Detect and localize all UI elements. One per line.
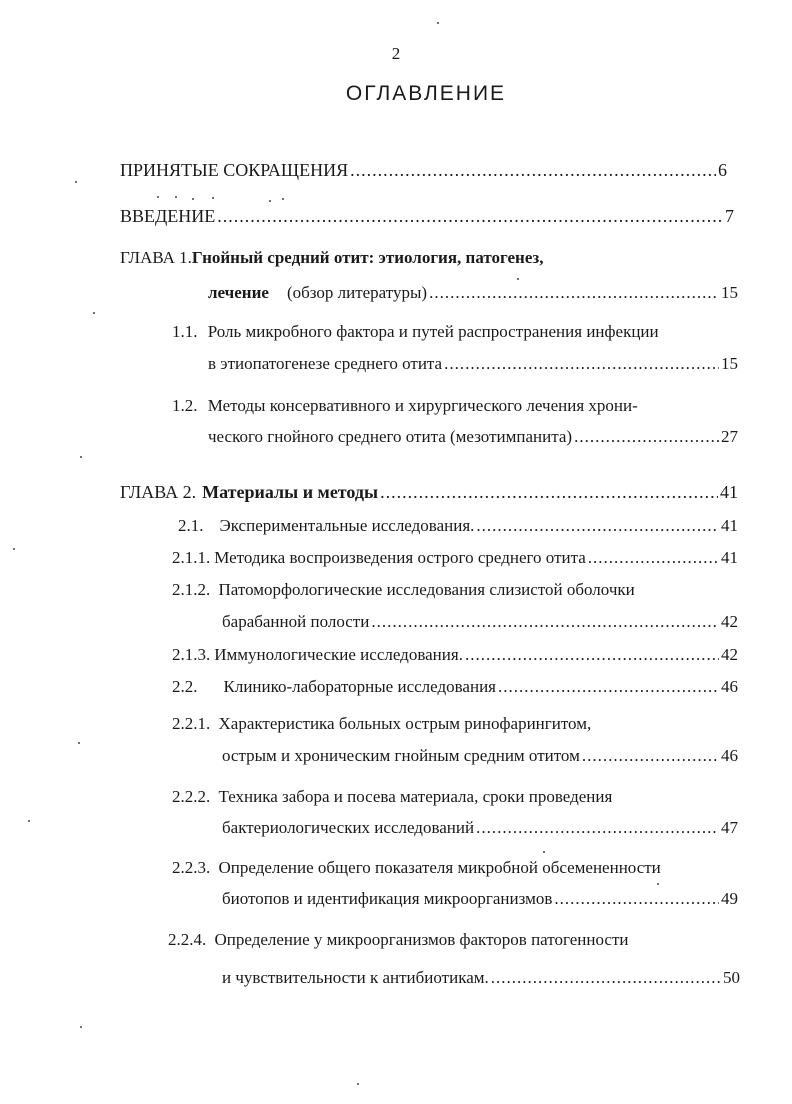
section-title: Экспериментальные исследования. [219,516,475,535]
scan-speck [192,198,194,200]
scan-speck [28,820,30,822]
entry-page: 41 [721,516,738,535]
section-title: Иммунологические исследования. [214,645,463,664]
toc-section-2-1-2-line-2 [222,612,738,632]
dot-leader [217,206,723,226]
section-number: 2.1. [178,516,204,535]
toc-section-2-2-2-line-1 [172,787,612,807]
chapter-subtitle: (обзор литературы) [286,283,428,302]
scan-speck [212,197,214,199]
chapter-title-cont: лечение [208,283,269,302]
entry-page: 7 [725,206,734,226]
scan-speck [80,1026,82,1028]
dot-leader [498,677,719,697]
toc-section-2-2-1-line-1 [172,714,591,734]
dot-leader [476,818,719,838]
section-title: Патоморфологические исследования слизистой оболочки [218,580,635,599]
entry-page: 50 [723,968,740,987]
section-number: 2.2. [172,677,198,696]
toc-section-2-2 [172,677,738,697]
section-title: Методика воспроизведения острого среднего отита [214,548,586,567]
section-title: Техника забора и посева материала, сроки проведения [218,787,613,806]
toc-section-2-1-3 [172,645,738,665]
scan-speck [282,198,284,200]
section-number: 2.1.1. [172,548,211,567]
scan-speck [80,456,82,458]
dot-leader [476,516,719,536]
toc-chapter-1-line-1 [120,248,543,268]
section-title-cont: барабанной полости [222,612,370,631]
toc-section-2-1-2-line-1 [172,580,635,600]
toc-section-1-1-line-2 [208,354,738,374]
dot-leader [582,746,719,766]
section-title: Определение общего показателя микробной обсемененности [218,858,661,877]
toc-entry-introduction [120,206,734,226]
toc-section-2-2-3-line-1 [172,858,661,878]
section-number: 2.2.1. [172,714,211,733]
entry-text: ПРИНЯТЫЕ СОКРАЩЕНИЯ [120,160,349,180]
dot-leader [444,354,719,374]
entry-page: 49 [721,889,738,908]
chapter-title: Гнойный средний отит: этиология, патогенез, [191,248,544,267]
dot-leader [491,968,721,988]
section-number: 2.2.2. [172,787,211,806]
toc-entry-abbreviations [120,160,727,180]
dot-leader [350,160,716,180]
chapter-prefix: ГЛАВА 2. [120,482,197,502]
section-title: Методы консервативного и хирургического лечения хрони- [207,396,638,415]
chapter-prefix: ГЛАВА 1. [120,248,192,267]
section-title: Характеристика больных острым ринофарингитом, [218,714,592,733]
dot-leader [371,612,719,632]
entry-page: 46 [721,677,738,696]
scan-speck [93,312,95,314]
section-title: Роль микробного фактора и путей распространения инфекции [207,322,659,341]
toc-section-1-2-line-2 [208,427,738,447]
dot-leader [574,427,719,447]
entry-page: 15 [721,354,738,373]
scan-speck [543,851,545,853]
scan-speck [517,278,519,280]
entry-page: 42 [721,612,738,631]
section-title-cont: в этиопатогенезе среднего отита [208,354,443,373]
scan-speck [78,742,80,744]
section-title: Определение у микроорганизмов факторов патогенности [214,930,629,949]
entry-page: 15 [721,283,738,302]
section-number: 1.1. [172,322,198,341]
section-title-cont: бактериологических исследований [222,818,475,837]
section-number: 2.1.3. [172,645,211,664]
toc-section-2-2-1-line-2 [222,746,738,766]
section-title-cont: биотопов и идентификация микроорганизмов [222,889,553,908]
toc-section-2-1 [178,516,738,536]
entry-page: 47 [721,818,738,837]
toc-section-2-2-4-line-1 [168,930,628,950]
scan-speck [13,548,15,550]
toc-section-2-2-2-line-2 [222,818,738,838]
entry-page: 41 [721,548,738,567]
scan-speck [657,883,659,885]
dot-leader [588,548,719,568]
scan-speck [175,196,177,198]
entry-page: 6 [718,160,727,180]
entry-page: 41 [720,482,738,502]
scan-speck [357,1083,359,1085]
entry-page: 42 [721,645,738,664]
entry-text: ВВЕДЕНИЕ [120,206,216,226]
page-number: 2 [391,44,401,63]
section-title: Клинико-лабораторные исследования [223,677,496,696]
toc-section-1-1-line-1 [172,322,659,342]
dot-leader [380,482,718,502]
scan-speck [269,200,271,202]
toc-section-2-2-4-line-2 [222,968,740,988]
section-number: 2.2.4. [168,930,207,949]
section-title-cont: ческого гнойного среднего отита (мезотимпанита) [208,427,573,446]
section-number: 2.2.3. [172,858,211,877]
scan-speck [75,181,77,183]
section-title-cont: острым и хроническим гнойным средним отитом [222,746,580,765]
dot-leader [554,889,719,909]
chapter-title: Материалы и методы [202,482,379,502]
section-number: 2.1.2. [172,580,211,599]
toc-chapter-1-line-2 [208,283,738,303]
scan-speck [437,22,439,24]
toc-section-2-2-3-line-2 [222,889,738,909]
dot-leader [429,283,719,303]
section-title-cont: и чувствительности к антибиотикам. [222,968,489,987]
entry-page: 46 [721,746,738,765]
toc-section-1-2-line-1 [172,396,638,416]
entry-page: 27 [721,427,738,446]
scan-speck [157,196,159,198]
toc-section-2-1-1 [172,548,738,568]
section-number: 1.2. [172,396,198,415]
toc-chapter-2 [120,482,738,502]
toc-title: ОГЛАВЛЕНИЕ [345,82,507,105]
dot-leader [465,645,719,665]
